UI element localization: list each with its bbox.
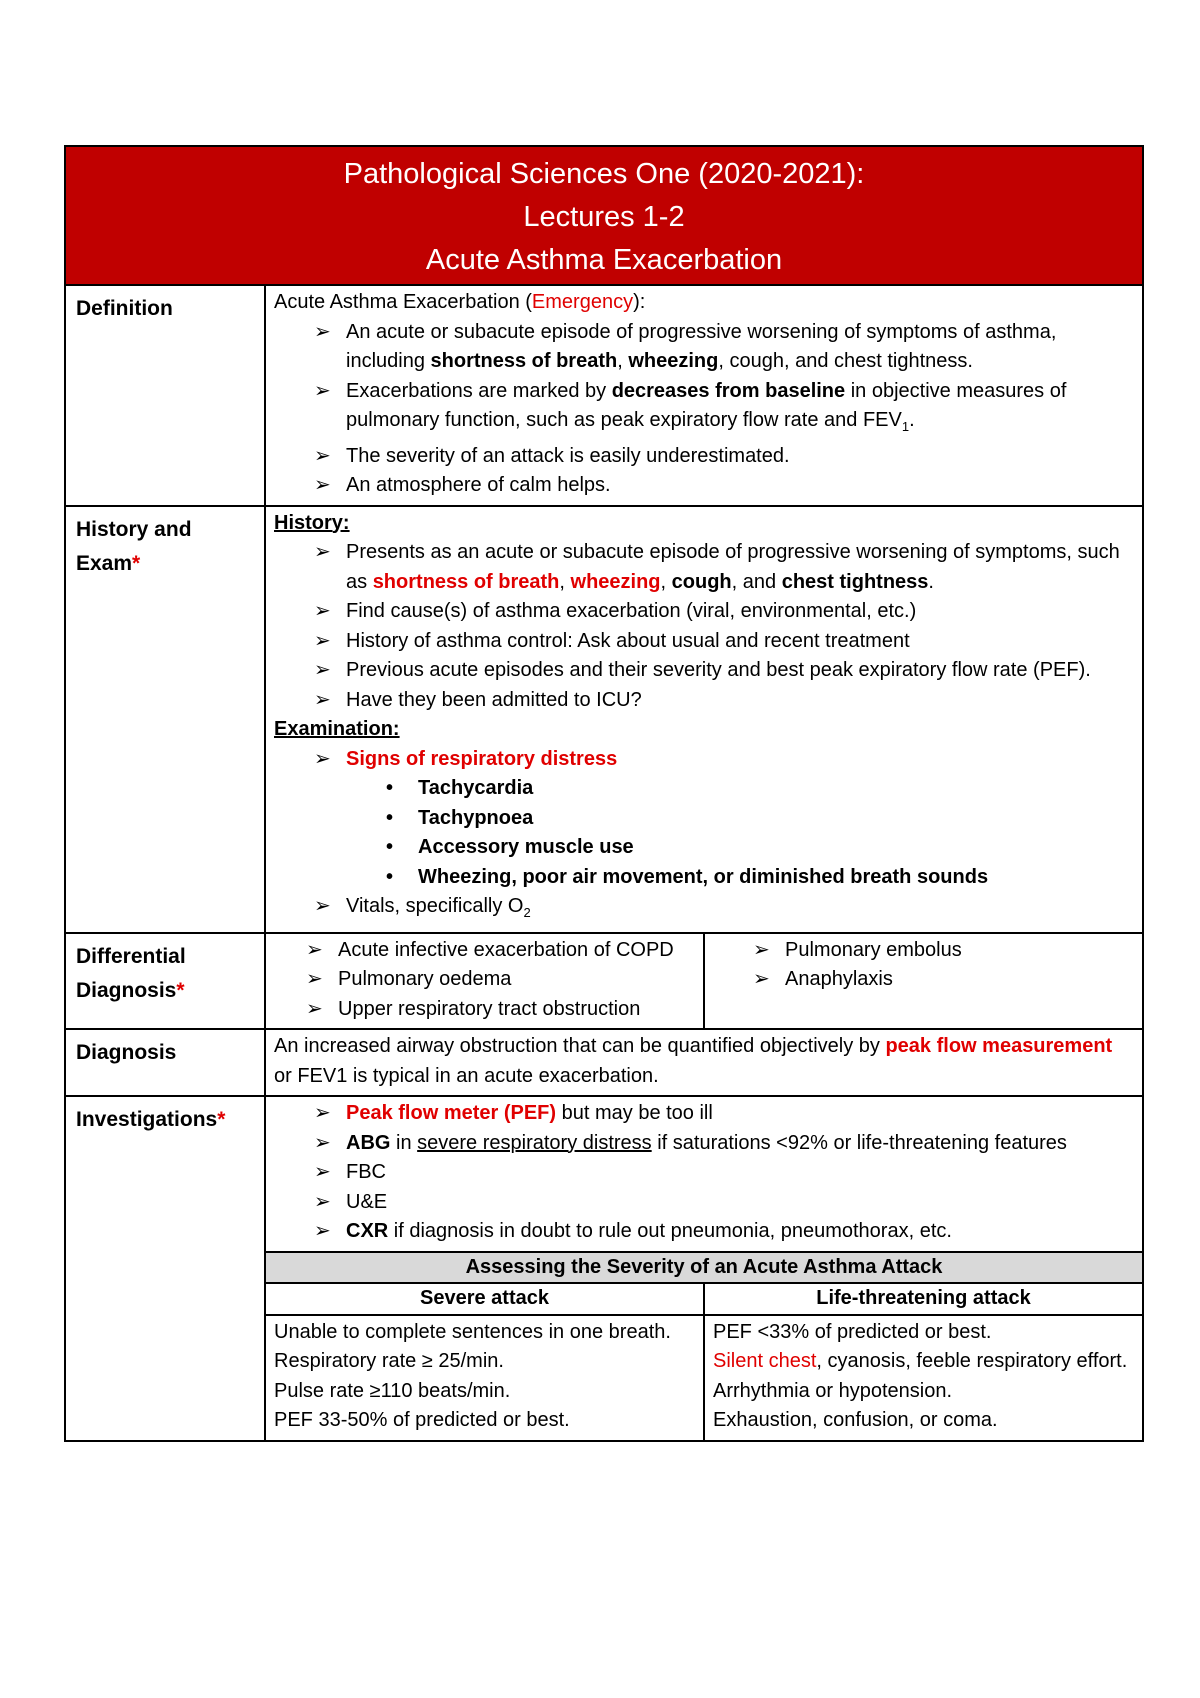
bullet-icon: • — [386, 836, 394, 858]
examination-list — [274, 745, 1134, 775]
list-item — [314, 442, 1134, 472]
text: in — [390, 1131, 418, 1154]
severity-body — [266, 1316, 1142, 1440]
history-exam-content — [266, 507, 1142, 932]
text: . — [928, 570, 934, 593]
emphasis: shortness of breath — [372, 570, 560, 593]
severity-title: Assessing the Severity of an Acute Asthma Attack — [266, 1253, 1142, 1285]
text: Accessory muscle use — [418, 836, 634, 858]
subscript: 1 — [901, 419, 910, 434]
emphasis: cough — [671, 570, 732, 593]
vitals-list — [274, 892, 1134, 928]
list-item — [306, 965, 695, 995]
examination-heading: Examination: — [274, 718, 400, 740]
text: Unable to complete sentences in one breath. — [274, 1320, 671, 1343]
definition-heading — [274, 288, 1134, 318]
list-item — [386, 833, 1134, 863]
list-item — [386, 863, 1134, 893]
list-item — [314, 377, 1134, 442]
list-item — [314, 892, 1134, 928]
arrow-icon: ➢ — [306, 997, 323, 1020]
text: , — [617, 350, 629, 372]
bullet-icon: • — [386, 806, 394, 829]
underlined-text: severe respiratory distress — [417, 1131, 652, 1154]
text: , — [660, 570, 672, 593]
list-item — [386, 804, 1134, 834]
emphasis: peak flow measurement — [885, 1035, 1113, 1057]
text: , and — [731, 570, 782, 593]
list-item — [314, 1217, 1134, 1247]
list-item — [314, 1158, 1134, 1188]
arrow-icon: ➢ — [314, 444, 331, 467]
definition-heading-text: Acute Asthma Exacerbation ( — [274, 291, 532, 313]
text-line — [713, 1347, 1134, 1377]
signs-list — [274, 774, 1134, 892]
text: Arrhythmia or hypotension. — [713, 1379, 953, 1402]
text: , cough, and chest tightness. — [718, 350, 973, 372]
arrow-icon: ➢ — [753, 968, 770, 990]
list-item — [314, 745, 1134, 775]
star-marker: * — [217, 1108, 226, 1131]
subscript: 2 — [523, 905, 531, 920]
severity-table — [266, 1251, 1142, 1440]
list-item — [314, 627, 1134, 657]
arrow-icon: ➢ — [314, 688, 331, 711]
arrow-icon: ➢ — [314, 474, 331, 496]
text: PEF 33-50% of predicted or best. — [274, 1409, 570, 1431]
text: . — [909, 409, 915, 431]
text: PEF <33% of predicted or best. — [713, 1320, 992, 1343]
diagnosis-label: Diagnosis — [66, 1030, 266, 1095]
list-item — [314, 471, 1134, 501]
text: Tachypnoea — [418, 806, 534, 829]
arrow-icon: ➢ — [314, 1220, 331, 1242]
list-item — [314, 1099, 1134, 1129]
list-item — [314, 686, 1134, 716]
emphasis: chest tightness — [781, 570, 929, 593]
emphasis: Signs of respiratory distress — [346, 747, 618, 770]
differential-label — [66, 934, 266, 1029]
text: or FEV1 is typical in an acute exacerbation. — [274, 1064, 659, 1087]
text: Pulmonary oedema — [338, 968, 512, 990]
text: An atmosphere of calm helps. — [346, 474, 611, 496]
differential-right — [703, 934, 1142, 1029]
definition-list — [274, 318, 1134, 501]
list-item — [314, 318, 1134, 377]
list-item — [753, 936, 1134, 966]
label-line: Diagnosis — [76, 978, 177, 1002]
text: , cyanosis, feeble respiratory effort. — [816, 1350, 1128, 1372]
investigations-label — [66, 1097, 266, 1440]
text: Wheezing, poor air movement, or diminished breath sounds — [418, 865, 989, 888]
text: Have they been admitted to ICU? — [346, 688, 642, 711]
arrow-icon: ➢ — [753, 938, 770, 961]
text: in objective measures of pulmonary function, such as peak expiratory flow rate and FEV — [346, 379, 1067, 431]
text: U&E — [346, 1190, 388, 1213]
list-item — [306, 995, 695, 1025]
text: , — [559, 570, 571, 593]
emphasis: ABG — [346, 1131, 391, 1154]
title-line-2: Lectures 1-2 — [523, 201, 685, 233]
arrow-icon: ➢ — [314, 1161, 331, 1183]
text: Vitals, specifically O — [346, 895, 524, 917]
star-marker: * — [132, 551, 141, 575]
emphasis: wheezing — [570, 570, 661, 593]
history-list — [274, 538, 1134, 715]
text: Previous acute episodes and their severity and best peak expiratory flow rate (PEF). — [346, 659, 1091, 681]
text: The severity of an attack is easily underestimated. — [346, 444, 790, 467]
history-exam-label — [66, 507, 266, 932]
text: Respiratory rate ≥ 25/min. — [274, 1350, 504, 1372]
text: FBC — [346, 1161, 386, 1183]
investigations-row — [66, 1097, 1142, 1440]
text: if saturations <92% or life-threatening features — [651, 1131, 1067, 1154]
arrow-icon: ➢ — [314, 629, 331, 652]
severe-attack-header: Severe attack — [420, 1287, 549, 1309]
arrow-icon: ➢ — [314, 659, 331, 681]
arrow-icon: ➢ — [306, 938, 323, 961]
arrow-icon: ➢ — [314, 541, 331, 563]
arrow-icon: ➢ — [314, 1102, 331, 1124]
arrow-icon: ➢ — [314, 320, 331, 343]
life-threatening-header: Life-threatening attack — [703, 1284, 1142, 1314]
text: Pulse rate ≥110 beats/min. — [274, 1379, 511, 1402]
arrow-icon: ➢ — [314, 600, 331, 622]
text: Presents as an acute or subacute episode of progressive worsening of symptoms, such as — [346, 541, 1120, 593]
text: History of asthma control: Ask about usual and recent treatment — [346, 629, 910, 652]
title-line-1: Pathological Sciences One (2020-2021): — [343, 158, 865, 190]
list-item — [314, 1188, 1134, 1218]
arrow-icon: ➢ — [314, 1190, 331, 1213]
label-line: Investigations — [76, 1108, 218, 1131]
emergency-tag: Emergency — [531, 291, 634, 313]
text: Tachycardia — [418, 777, 534, 799]
arrow-icon: ➢ — [306, 968, 323, 990]
differential-left — [266, 934, 703, 1029]
investigations-list — [274, 1099, 1134, 1247]
arrow-icon: ➢ — [314, 379, 331, 402]
text: if diagnosis in doubt to rule out pneumonia, pneumothorax, etc. — [388, 1220, 952, 1242]
label-line: Exam — [76, 551, 133, 575]
text: Acute infective exacerbation of COPD — [338, 938, 674, 961]
list-item — [314, 1129, 1134, 1159]
star-marker: * — [176, 978, 185, 1002]
label-line: Differential — [76, 944, 186, 968]
bullet-icon: • — [386, 865, 394, 888]
label-line: History and — [76, 517, 192, 541]
definition-content — [266, 286, 1142, 505]
list-item — [306, 936, 695, 966]
title-banner — [66, 147, 1142, 286]
emphasis: Peak flow meter (PEF) — [346, 1102, 557, 1124]
life-threatening-cell — [703, 1316, 1142, 1440]
text: Find cause(s) of asthma exacerbation (viral, environmental, etc.) — [346, 600, 917, 622]
list-item — [386, 774, 1134, 804]
text: but may be too ill — [556, 1102, 713, 1124]
history-exam-row — [66, 507, 1142, 934]
history-heading: History: — [274, 511, 350, 534]
diagnosis-content — [266, 1030, 1142, 1095]
arrow-icon: ➢ — [314, 895, 331, 917]
diagnosis-row — [66, 1030, 1142, 1097]
severe-attack-cell — [266, 1316, 703, 1440]
emphasis: Silent chest — [713, 1350, 817, 1372]
arrow-icon: ➢ — [314, 1131, 331, 1154]
differential-columns — [266, 934, 1142, 1029]
list-item — [314, 597, 1134, 627]
emphasis: shortness of breath — [430, 350, 618, 372]
emphasis: CXR — [346, 1220, 389, 1242]
definition-label: Definition — [66, 286, 266, 505]
text: Exhaustion, confusion, or coma. — [713, 1409, 998, 1431]
differential-content — [266, 934, 1142, 1029]
text: An increased airway obstruction that can be quantified objectively by — [274, 1035, 886, 1057]
emphasis: wheezing — [628, 350, 719, 372]
list-item — [753, 965, 1134, 995]
lecture-summary-table — [64, 145, 1144, 1442]
text: Exacerbations are marked by — [346, 379, 612, 402]
bullet-icon: • — [386, 777, 394, 799]
text: Pulmonary embolus — [785, 938, 962, 961]
definition-row — [66, 286, 1142, 507]
severity-header — [266, 1284, 1142, 1316]
investigations-content — [266, 1097, 1142, 1440]
differential-left-list — [274, 936, 695, 1025]
list-item — [314, 656, 1134, 686]
text: Anaphylaxis — [785, 968, 893, 990]
differential-row — [66, 934, 1142, 1031]
text: An acute or subacute episode of progressive worsening of symptoms of asthma, including — [346, 320, 1057, 372]
title-line-3: Acute Asthma Exacerbation — [425, 244, 783, 276]
definition-heading-end: ): — [633, 291, 646, 313]
emphasis: decreases from baseline — [611, 379, 846, 402]
differential-right-list — [713, 936, 1134, 995]
list-item — [314, 538, 1134, 597]
arrow-icon: ➢ — [314, 747, 331, 770]
text: Upper respiratory tract obstruction — [338, 997, 641, 1020]
